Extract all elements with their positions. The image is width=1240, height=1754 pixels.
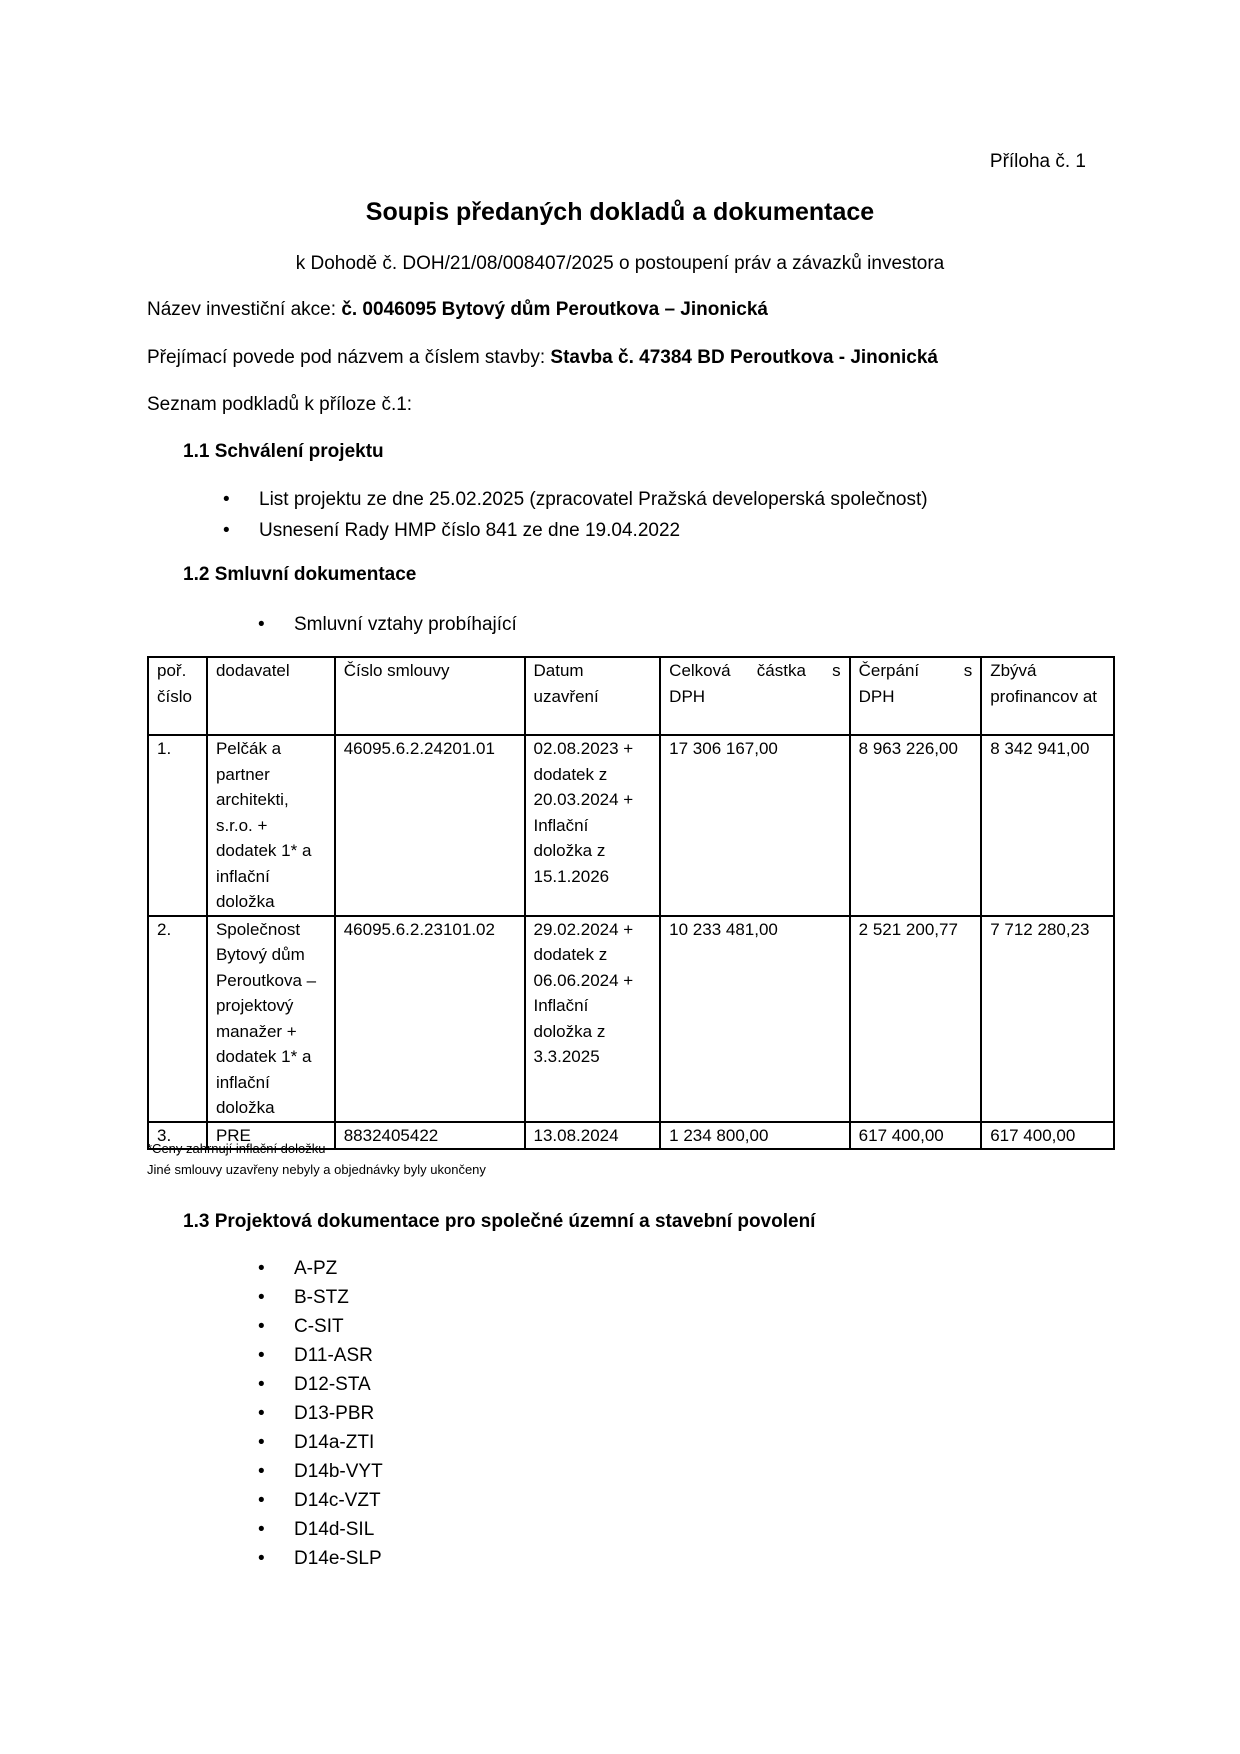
investment-action-label: Název investiční akce: [147, 299, 342, 320]
cell-contract: 46095.6.2.23101.02 [335, 916, 525, 1122]
table-header-row [148, 657, 1114, 735]
cell-num: 1. [148, 735, 207, 916]
cell-total: 10 233 481,00 [660, 916, 849, 1122]
header-drawn [850, 657, 982, 735]
table-footnote-other-contracts: Jiné smlouvy uzavřeny nebyly a objednávky byly ukončeny [147, 1162, 486, 1177]
cell-drawn: 8 963 226,00 [850, 735, 982, 916]
list-item: • D14e-SLP [258, 1544, 383, 1573]
list-item: • D12-STA [258, 1370, 383, 1399]
list-item: • D14d-SIL [258, 1515, 383, 1544]
table-row [148, 735, 1114, 916]
document-subtitle: k Dohodě č. DOH/21/08/008407/2025 o postoupení práv a závazků investora [295, 253, 945, 274]
table-row [148, 916, 1114, 1122]
cell-total: 17 306 167,00 [660, 735, 849, 916]
cell-supplier: Pelčák a partner architekti, s.r.o. + dodatek 1* a inflační doložka [207, 735, 335, 916]
cell-total: 1 234 800,00 [660, 1122, 849, 1150]
header-drawn-word1: Čerpání [858, 661, 920, 680]
list-item: • Smluvní vztahy probíhající [258, 609, 517, 640]
cell-contract: 46095.6.2.24201.01 [335, 735, 525, 916]
table-footnote-prices: *Ceny zahrnují inflační doložku [147, 1141, 326, 1156]
header-date: Datum uzavření [525, 657, 661, 735]
list-intro: Seznam podkladů k příloze č.1: [147, 394, 413, 415]
annex-label: Příloha č. 1 [989, 151, 1086, 172]
cell-contract: 8832405422 [335, 1122, 525, 1150]
section-heading-1-1: 1.1 Schválení projektu [183, 441, 384, 462]
list-item: • D11-ASR [258, 1341, 383, 1370]
investment-action-line [147, 298, 768, 322]
contracts-table [147, 656, 1115, 1150]
cell-remaining: 617 400,00 [981, 1122, 1114, 1150]
list-item: • D14a-ZTI [258, 1428, 383, 1457]
header-total-word1: Celková [669, 661, 731, 680]
cell-supplier: Společnost Bytový dům Peroutkova – projektový manažer + dodatek 1* a inflační doložka [207, 916, 335, 1122]
header-supplier: dodavatel [207, 657, 335, 735]
contract-status-list [258, 609, 517, 640]
header-num: poř. číslo [148, 657, 207, 735]
cell-date: 29.02.2024 + dodatek z 06.06.2024 + Inflační doložka z 3.3.2025 [525, 916, 661, 1122]
list-item: • List projektu ze dne 25.02.2025 (zpracovatel Pražská developerská společnost) [223, 484, 928, 515]
header-total-word2: částka [756, 661, 806, 680]
cell-drawn: 2 521 200,77 [850, 916, 982, 1122]
header-contract: Číslo smlouvy [335, 657, 525, 735]
header-drawn-word2: s [963, 661, 973, 680]
list-item: • D14c-VZT [258, 1486, 383, 1515]
cell-num: 2. [148, 916, 207, 1122]
header-total-word4: DPH [669, 686, 706, 706]
cell-date: 13.08.2024 [525, 1122, 661, 1150]
header-total-word3: s [832, 661, 841, 680]
cell-remaining: 7 712 280,23 [981, 916, 1114, 1122]
list-item: • Usnesení Rady HMP číslo 841 ze dne 19.04.2022 [223, 515, 928, 546]
list-item: • B-STZ [258, 1283, 383, 1312]
list-item: • C-SIT [258, 1312, 383, 1341]
cell-drawn: 617 400,00 [850, 1122, 982, 1150]
cell-remaining: 8 342 941,00 [981, 735, 1114, 916]
investment-action-value: č. 0046095 Bytový dům Peroutkova – Jinonická [341, 299, 768, 320]
project-documentation-list [258, 1254, 383, 1573]
section-heading-1-3: 1.3 Projektová dokumentace pro společné územní a stavební povolení [183, 1211, 816, 1232]
cell-date: 02.08.2023 + dodatek z 20.03.2024 + Inflační doložka z 15.1.2026 [525, 735, 661, 916]
project-approval-list [223, 484, 928, 546]
takeover-label: Přejímací povede pod názvem a číslem stavby: [147, 347, 551, 368]
list-item: • A-PZ [258, 1254, 383, 1283]
header-drawn-word3: DPH [858, 686, 895, 706]
list-item: • D14b-VYT [258, 1457, 383, 1486]
section-heading-1-2: 1.2 Smluvní dokumentace [183, 564, 417, 585]
header-remaining: Zbývá profinancov at [981, 657, 1114, 735]
cell-num: 3. [148, 1122, 207, 1150]
header-total [660, 657, 849, 735]
list-item: • D13-PBR [258, 1399, 383, 1428]
cell-supplier: PRE [207, 1122, 335, 1150]
document-title: Soupis předaných dokladů a dokumentace [365, 198, 875, 226]
takeover-line [147, 346, 938, 370]
takeover-value: Stavba č. 47384 BD Peroutkova - Jinonická [550, 347, 938, 368]
